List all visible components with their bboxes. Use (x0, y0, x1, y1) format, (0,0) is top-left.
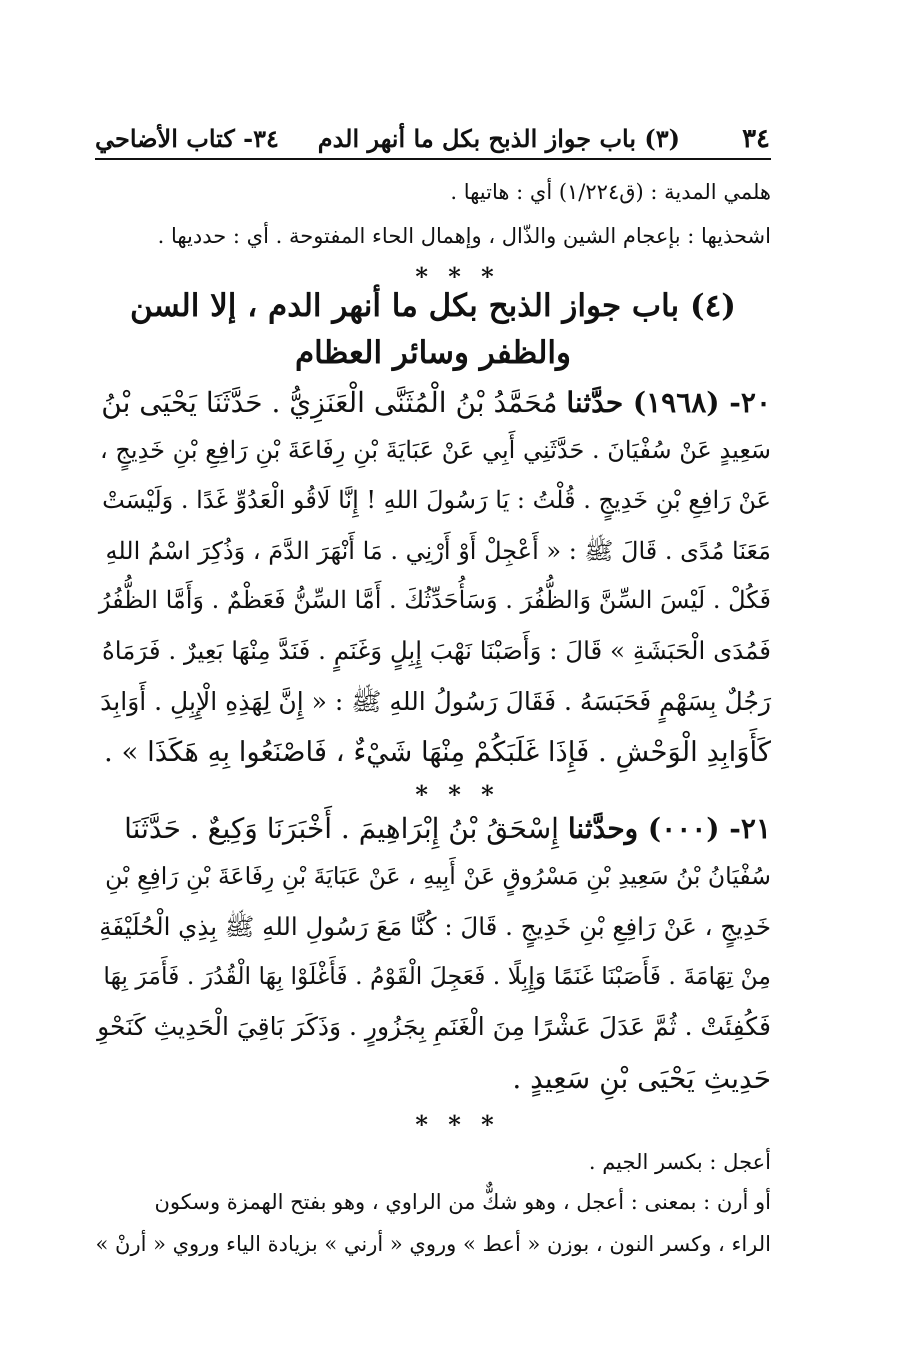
hadith-20-line-5: فَكُلْ . لَيْسَ السِّنَّ وَالظُّفُرَ . وَسَأُحَدِّثُكَ . أَمَّا السِّنُّ فَعَظْمٌ . وَأَمَّا الظُّفُرُ (98, 586, 771, 614)
hadith-20-line-1 (95, 386, 771, 419)
hadith-21-line-1 (95, 812, 771, 845)
section-title-line-1: (٤) باب جواز الذبح بكل ما أنهر الدم ، إلا السن (130, 288, 736, 324)
separator-stars-3: * * * (415, 1110, 500, 1139)
hadith-20-line-2: سَعِيدٍ عَنْ سُفْيَانَ . حَدَّثَنِي أَبِي عَنْ عَبَايَةَ بْنِ رِفَاعَةَ بْنِ رَافِعِ بْنِ خَدِيجٍ ، (100, 436, 771, 464)
hadith-20-line-4: مَعَنَا مُدًى . قَالَ ﷺ : « أَعْجِلْ أَوْ أَرْنِي . مَا أَنْهَرَ الدَّمَ ، وَذُكِرَ اسْمُ اللهِ (105, 537, 771, 565)
hadith-20-number: ٢٠- (١٩٦٨) حدَّثنا (566, 386, 771, 419)
top-note-2: اشحذيها : بإعجام الشين والذّال ، وإهمال الحاء المفتوحة . أي : حدديها . (157, 224, 771, 248)
separator-stars-1: * * * (415, 262, 500, 291)
hadith-20-line-1-text: مُحَمَّدُ بْنُ الْمُثَنَّى الْعَنَزِيُّ . حَدَّثَنَا يَحْيَى بْنُ (101, 386, 558, 419)
footnote-3: الراء ، وكسر النون ، بوزن « أعط » وروي « أرني » بزيادة الياء وروي « أرنْ » (95, 1232, 771, 1256)
hadith-21-line-3: خَدِيجٍ ، عَنْ رَافِعِ بْنِ خَدِيجٍ . قَالَ : كُنَّا مَعَ رَسُولِ اللهِ ﷺ بِذِي الْحُلَيْفَةِ (99, 912, 771, 941)
section-title-line-2: والظفر وسائر العظام (294, 335, 572, 371)
hadith-21-line-6: حَدِيثِ يَحْيَى بْنِ سَعِيدٍ . (512, 1062, 771, 1095)
page-number: ٣٤ (742, 124, 770, 154)
footnote-2: أو أرن : بمعنى : أعجل ، وهو شكٌّ من الراوي ، وهو بفتح الهمزة وسكون (154, 1190, 771, 1214)
hadith-20-line-6: فَمُدَى الْحَبَشَةِ » قَالَ : وَأَصَبْنَا نَهْبَ إِبِلٍ وَغَنَمٍ . فَنَدَّ مِنْهَا بَعِيرٌ . فَرَمَاهُ (101, 636, 771, 665)
hadith-21-line-5: فَكُفِئَتْ . ثُمَّ عَدَلَ عَشْرًا مِنَ الْغَنَمِ بِجَزُورٍ . وَذَكَرَ بَاقِيَ الْحَدِيثِ كَنَحْوِ (97, 1012, 771, 1041)
hadith-20-line-8: كَأَوَابِدِ الْوَحْشِ . فَإِذَا غَلَبَكُمْ مِنْهَا شَيْءٌ ، فَاصْنَعُوا بِهِ هَكَذَا » . (104, 736, 771, 768)
hadith-20-line-3: عَنْ رَافِعِ بْنِ خَدِيجٍ . قُلْتُ : يَا رَسُولَ اللهِ ! إِنَّا لَاقُو الْعَدُوِّ غَدًا . وَلَيْسَتْ (102, 486, 771, 514)
hadith-21-line-4: مِنْ تِهَامَةَ . فَأَصَبْنَا غَنَمًا وَإِبِلًا . فَعَجِلَ الْقَوْمُ . فَأَغْلَوْا بِهَا الْقُدُرَ . فَأَمَرَ بِهَا (103, 962, 771, 990)
running-header (95, 118, 770, 158)
hadith-20-line-7: رَجُلٌ بِسَهْمٍ فَحَبَسَهُ . فَقَالَ رَسُولُ اللهِ ﷺ : « إِنَّ لِهَذِهِ الْإِبِلِ . أَوَابِدَ (100, 687, 771, 716)
footnote-1: أعجل : بكسر الجيم . (588, 1150, 771, 1174)
header-rule (95, 158, 771, 160)
book-title: ٣٤- كتاب الأضاحي (95, 124, 279, 153)
separator-stars-2: * * * (415, 780, 500, 809)
hadith-21-number: ٢١- (٠٠٠) وحدَّثنا (567, 812, 771, 845)
hadith-21-line-1-text: إِسْحَقُ بْنُ إِبْرَاهِيمَ . أَخْبَرَنَا وَكِيعٌ . حَدَّثَنَا (124, 812, 559, 845)
top-note-1: هلمي المدية : (ق١/٢٢٤) أي : هاتيها . (450, 180, 771, 204)
hadith-21-line-2: سُفْيَانُ بْنُ سَعِيدِ بْنِ مَسْرُوقٍ عَنْ أَبِيهِ ، عَنْ عَبَايَةَ بْنِ رِفَاعَةَ بْنِ رَافِعِ بْنِ (105, 862, 771, 890)
chapter-title: (٣) باب جواز الذبح بكل ما أنهر الدم (317, 124, 680, 153)
